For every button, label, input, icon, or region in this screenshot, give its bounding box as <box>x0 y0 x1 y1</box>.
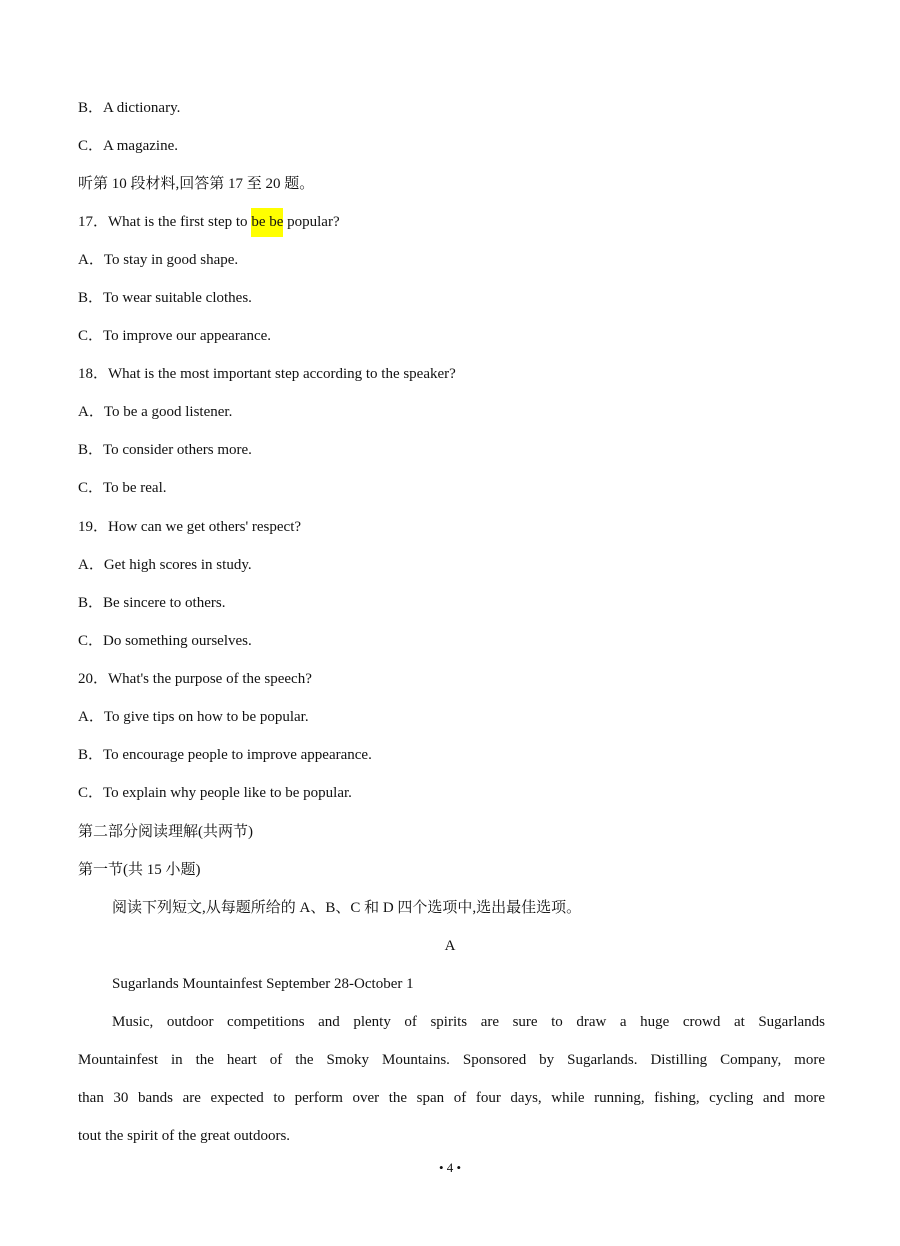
passage-line: than 30 bands are expected to perform over the span of four days, while running, fishing, cycling and more <box>78 1090 825 1106</box>
question-17 <box>78 212 340 232</box>
passage-line: Music, outdoor competitions and plenty of spirits are sure to draw a huge crowd at Sugarlands <box>112 1014 825 1030</box>
option-16-b: B．A dictionary. <box>78 100 181 116</box>
passage-letter: A <box>444 938 456 954</box>
question-20: 20．What's the purpose of the speech? <box>78 671 312 687</box>
option-18-a: A．To be a good listener. <box>78 404 233 420</box>
option-17-b: B．To wear suitable clothes. <box>78 290 252 306</box>
option-17-a: A．To stay in good shape. <box>78 252 239 268</box>
question-19: 19．How can we get others' respect? <box>78 519 302 535</box>
question-17-text-start: 17．What is the first step to <box>78 214 252 230</box>
option-20-c: C．To explain why people like to be popular. <box>78 785 352 801</box>
section-instruction: 听第 10 段材料,回答第 17 至 20 题。 <box>78 176 315 192</box>
highlighted-text: be be <box>251 208 283 237</box>
option-18-b: B．To consider others more. <box>78 442 252 458</box>
part-heading: 第二部分阅读理解(共两节) <box>78 824 253 840</box>
option-20-a: A．To give tips on how to be popular. <box>78 709 309 725</box>
passage-title: Sugarlands Mountainfest September 28-October 1 <box>112 976 414 992</box>
question-17-text-end: popular? <box>283 214 340 230</box>
reading-instruction: 阅读下列短文,从每题所给的 A、B、C 和 D 四个选项中,选出最佳选项。 <box>112 900 582 916</box>
option-16-c: C．A magazine. <box>78 138 178 154</box>
option-18-c: C．To be real. <box>78 480 167 496</box>
option-19-a: A．Get high scores in study. <box>78 557 252 573</box>
section-heading: 第一节(共 15 小题) <box>78 862 201 878</box>
passage-line: Mountainfest in the heart of the Smoky Mountains. Sponsored by Sugarlands. Distilling Company, more <box>78 1052 825 1068</box>
option-19-c: C．Do something ourselves. <box>78 633 252 649</box>
option-19-b: B．Be sincere to others. <box>78 595 226 611</box>
page-number: • 4 • <box>438 1160 462 1175</box>
passage-line: tout the spirit of the great outdoors. <box>78 1128 291 1144</box>
option-20-b: B．To encourage people to improve appearance. <box>78 747 372 763</box>
question-18: 18．What is the most important step according to the speaker? <box>78 366 456 382</box>
option-17-c: C．To improve our appearance. <box>78 328 272 344</box>
